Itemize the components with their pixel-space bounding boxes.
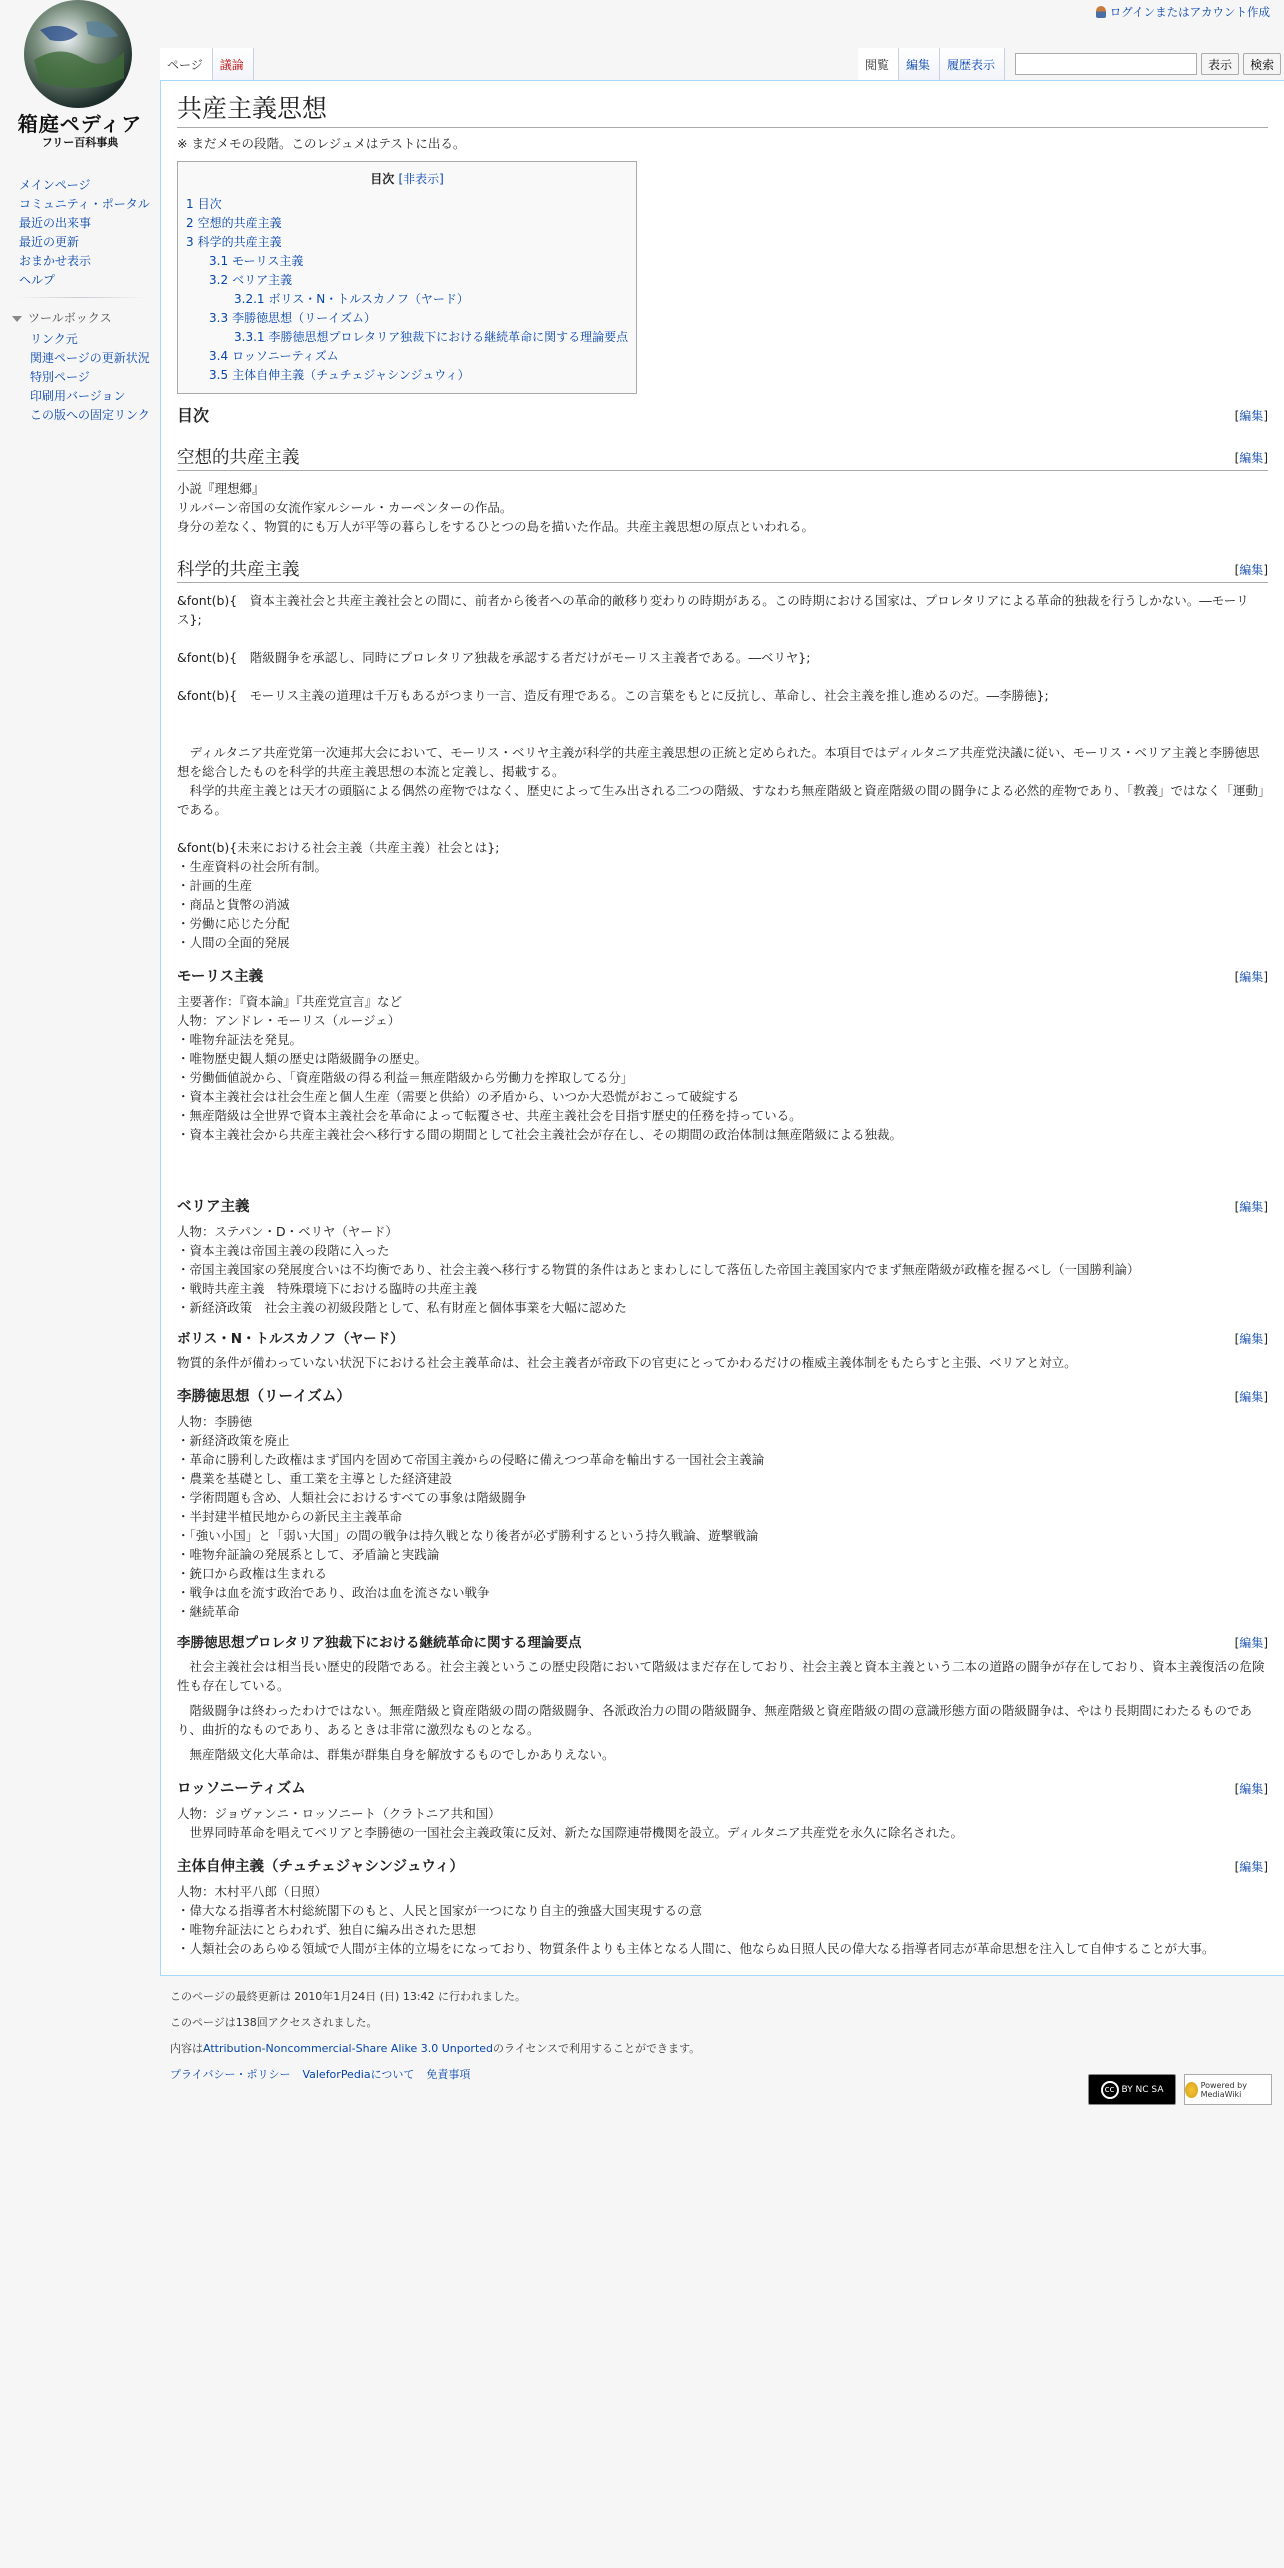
toc-number: 3.3 — [209, 311, 229, 325]
list-item: ・唯物弁証法を発見。 — [177, 1032, 303, 1047]
paragraph: 無産階級文化大革命は、群集が群集自身を解放するものでしかありえない。 — [177, 1747, 615, 1762]
text-line: 小説『理想郷』 — [177, 481, 265, 496]
toc-item[interactable] — [186, 309, 628, 328]
globe-logo-image — [20, 0, 140, 112]
list-item: ・偉大なる指導者木村総統閣下のもと、人民と国家が一つになり自主的強盛大国実現するの意 — [177, 1903, 703, 1918]
toc-item[interactable] — [186, 214, 628, 233]
toc-item[interactable] — [186, 195, 628, 214]
list-item: ・無産階級は全世界で資本主義社会を革命によって転覆させ、共産主義社会を目指す歴史的任務を持っている。 — [177, 1108, 802, 1123]
list-item: 人物：木村平八郎（日照） — [177, 1884, 328, 1899]
toc-link[interactable]: 主体自伸主義（チュチェジャシンジュウィ） — [232, 368, 470, 382]
toc-number: 3.4 — [209, 349, 229, 363]
list-item: ・「強い小国」と「弱い大国」の間の戦争は持久戦となり後者が必ず勝利するという持久戦論、遊撃戦論 — [177, 1528, 759, 1543]
list-item: ・計画的生産 — [177, 878, 253, 893]
search-input[interactable] — [1015, 53, 1197, 75]
edit-section-link[interactable]: [編集] — [1234, 1332, 1268, 1346]
edit-link[interactable]: 編集 — [1239, 1782, 1264, 1796]
toc-link[interactable]: 空想的共産主義 — [197, 216, 282, 230]
search-button[interactable]: 検索 — [1243, 53, 1281, 75]
tab-page[interactable]: ページ — [160, 48, 213, 80]
list-item: ・労働に応じた分配 — [177, 916, 290, 931]
license-link[interactable]: Attribution-Noncommercial-Share Alike 3.0 Unported — [203, 2042, 494, 2055]
mediawiki-badge-text: Powered by MediaWiki — [1200, 2080, 1247, 2099]
section-juche — [177, 1856, 1268, 1878]
section-boris — [177, 1329, 1268, 1349]
quote-text: &font(b){ 資本主義社会と共産主義社会との間に、前者から後者への革命的敵移り変わりの時期がある。この時期における国家は、プロレタリアによる革命的独裁を行うしかない。―モーリス}; — [177, 593, 1249, 627]
license-prefix: 内容は — [170, 2042, 203, 2055]
edit-section-link[interactable]: [編集] — [1234, 1636, 1268, 1650]
cc-icon: cc — [1101, 2081, 1119, 2099]
section-title: ベリア主義 — [177, 1199, 250, 1215]
table-of-contents — [177, 161, 637, 394]
lee-lines — [177, 1412, 1268, 1621]
future-heading: &font(b){未来における社会主義（共産主義）社会とは}; — [177, 840, 500, 855]
edit-section-link[interactable]: [編集] — [1234, 451, 1268, 465]
search-form — [1015, 53, 1281, 75]
text-line: 人物：ジョヴァンニ・ロッソニート（クラトニア共和国） — [177, 1806, 501, 1821]
edit-link[interactable]: 編集 — [1239, 1200, 1264, 1214]
tab-read[interactable]: 閲覧 — [858, 48, 899, 80]
quote-text: &font(b){ モーリス主義の道理は千万もあるがつまり一言、造反有理である。この言葉をもとに反抗し、革命し、社会主義を推し進めるのだ。―李勝徳}; — [177, 688, 1049, 703]
section-morris — [177, 966, 1268, 988]
toc-number: 3.1 — [209, 254, 229, 268]
navigation-list — [0, 176, 158, 290]
list-item: ・戦時共産主義 特殊環境下における臨時の共産主義 — [177, 1281, 478, 1296]
text-line: 世界同時革命を唱えてベリアと李勝徳の一国社会主義政策に反対、新たな国際連帯機関を設立。ディルタニア共産党を永久に除名された。 — [177, 1825, 964, 1840]
edit-section-link[interactable]: [編集] — [1234, 970, 1268, 984]
edit-link[interactable]: 編集 — [1239, 1860, 1264, 1874]
toc-link[interactable]: 李勝徳思想プロレタリア独裁下における継続革命に関する理論要点 — [268, 330, 629, 344]
toc-number: 3 — [186, 235, 194, 249]
toc-link[interactable]: ボリス・N・トルスカノフ（ヤード） — [268, 292, 469, 306]
toc-item[interactable] — [186, 290, 628, 309]
toc-item[interactable] — [186, 233, 628, 252]
section-kagaku — [177, 558, 1268, 583]
logo-subtitle: フリー百科事典 — [41, 136, 119, 149]
section-mokuji — [177, 404, 1268, 428]
section-title: 科学的共産主義 — [177, 560, 300, 580]
intro-text: ※ まだメモの段階。このレジュメはテストに出る。 — [177, 136, 466, 151]
list-item: ・新経済政策を廃止 — [177, 1433, 290, 1448]
list-item: ・戦争は血を流す政治であり、政治は血を流さない戦争 — [177, 1585, 490, 1600]
last-modified: このページの最終更新は 2010年1月24日 (日) 13:42 に行われました。 — [170, 1990, 527, 2003]
list-item: ・商品と貨幣の消滅 — [177, 897, 290, 912]
edit-section-link[interactable]: [編集] — [1234, 1200, 1268, 1214]
beria-lines — [177, 1222, 1268, 1317]
footer-icons — [1088, 2074, 1272, 2105]
toc-item[interactable] — [186, 252, 628, 271]
tab-discussion[interactable]: 議論 — [213, 48, 254, 80]
toolbox-toggle[interactable] — [12, 311, 158, 326]
toc-link[interactable]: ベリア主義 — [232, 273, 293, 287]
list-item: ・帝国主義国家の発展度合いは不均衡であり、社会主義へ移行する物質的条件はあとまわしにして落伍した帝国主義国家内でまず無産階級が政権を握るべし（一国勝利論） — [177, 1262, 1140, 1277]
toc-list — [186, 195, 628, 385]
toolbox-item-printable-version[interactable]: 印刷用バージョン — [30, 389, 126, 403]
list-item: 人物：李勝徳 — [177, 1414, 253, 1429]
toc-number: 2 — [186, 216, 194, 230]
disclaimer-link[interactable]: 免責事項 — [426, 2068, 471, 2081]
paragraph: ディルタニア共産党第一次連邦大会において、モーリス・ベリヤ主義が科学的共産主義思想の正統と定められた。本項目ではディルタニア共産党決議に従い、モーリス・ベリア主義と李勝徳思想を総合したものを科学的共産主義思想の本流と定義し、掲載する。 — [177, 745, 1260, 779]
juche-lines — [177, 1882, 1268, 1958]
about-link[interactable]: ValeforPediaについて — [302, 2068, 415, 2081]
sidebar-divider — [16, 297, 146, 298]
edit-link[interactable]: 編集 — [1239, 970, 1264, 984]
list-item: ・人類社会のあらゆる領域で人間が主体的立場をになっており、物質条件よりも主体となる人間に、他ならぬ日照人民の偉大なる指導者同志が革命思想を注入して自伸することが大事。 — [177, 1941, 1215, 1956]
toc-number: 3.5 — [209, 368, 229, 382]
toc-link[interactable]: 科学的共産主義 — [197, 235, 282, 249]
list-item: ・資本主義社会は社会生産と個人生産（需要と供給）の矛盾から、いつか大恐慌がおこって破綻する — [177, 1089, 740, 1104]
list-item: ・資本主義社会から共産主義社会へ移行する間の期間として社会主義社会が存在し、その期間の政治体制は無産階級による独裁。 — [177, 1127, 903, 1142]
sidebar — [0, 176, 158, 425]
personal-tools — [1096, 4, 1270, 20]
license-text — [170, 2042, 1270, 2056]
sidebar-item-main-page[interactable]: メインページ — [19, 178, 91, 192]
list-item: 人物：アンドレ・モーリス（ルージェ） — [177, 1013, 401, 1028]
text-line: 身分の差なく、物質的にも万人が平等の暮らしをするひとつの島を描いた作品。共産主義思想の原点といわれる。 — [177, 519, 815, 534]
list-item: ・唯物弁証法にとらわれず、独自に編み出された思想 — [177, 1922, 477, 1937]
section-title: 李勝徳思想（リーイズム） — [177, 1389, 351, 1405]
list-item: ・労働価値説から、「資産階級の得る利益＝無産階級から労働力を搾取してる分」 — [177, 1070, 634, 1085]
text-line: リルバーン帝国の女流作家ルシール・カーペンターの作品。 — [177, 500, 513, 515]
privacy-link[interactable]: プライバシー・ポリシー — [170, 2068, 291, 2081]
sidebar-item-current-events[interactable]: 最近の出来事 — [19, 216, 92, 230]
toc-number: 3.2 — [209, 273, 229, 287]
morris-lines — [177, 992, 1268, 1144]
paragraph: 社会主義社会は相当長い歴史的段階である。社会主義というこの歴史段階において階級はまだ存在しており、社会主義と資本主義という二本の道路の闘争が存在しており、資本主義復活の危険性も存在している。 — [177, 1659, 1265, 1693]
section-title: 主体自伸主義（チュチェジャシンジュウィ） — [177, 1859, 464, 1875]
list-item: ・学術問題も含め、人類社会におけるすべての事象は階級闘争 — [177, 1490, 527, 1505]
toc-item[interactable] — [186, 328, 628, 347]
edit-link[interactable]: 編集 — [1239, 1332, 1264, 1346]
namespace-tabs — [160, 48, 254, 80]
section-title: ロッソニーティズム — [177, 1781, 306, 1797]
toolbox-item-what-links-here[interactable]: リンク元 — [30, 332, 78, 346]
toc-title: 目次 — [370, 172, 395, 186]
sidebar-item-recent-changes[interactable]: 最近の更新 — [19, 235, 80, 249]
page-title: 共産主義思想 — [177, 93, 1268, 128]
edit-link[interactable]: 編集 — [1239, 1636, 1264, 1650]
section-rosso — [177, 1778, 1268, 1800]
edit-link[interactable]: 編集 — [1239, 563, 1264, 577]
toc-number: 1 — [186, 197, 194, 211]
edit-section-link[interactable]: [編集] — [1234, 409, 1268, 423]
list-item: ・半封建半植民地からの新民主主義革命 — [177, 1509, 403, 1524]
quote-text: &font(b){ 階級闘争を承認し、同時にプロレタリア独裁を承認する者だけがモーリス主義者である。―ベリヤ}; — [177, 650, 811, 665]
section-title: モーリス主義 — [177, 969, 264, 985]
list-item: ・生産資料の社会所有制。 — [177, 859, 328, 874]
section-kuso — [177, 446, 1268, 471]
section-beria — [177, 1196, 1268, 1218]
collapse-triangle-icon — [12, 316, 22, 322]
list-item: 主要著作：『資本論』『共産党宣言』など — [177, 994, 403, 1009]
toolbox-item-special-pages[interactable]: 特別ページ — [30, 370, 90, 384]
mediawiki-sunflower-icon — [1185, 2082, 1198, 2098]
sidebar-item-community-portal[interactable]: コミュニティ・ポータル — [19, 197, 150, 211]
list-item: ・唯物弁証論の発展系として、矛盾論と実践論 — [177, 1547, 440, 1562]
toc-item[interactable] — [186, 347, 628, 366]
toolbox-list — [0, 330, 158, 425]
toc-header — [186, 170, 628, 187]
cc-badge-text: BY NC SA — [1121, 2084, 1164, 2095]
sidebar-item-help[interactable]: ヘルプ — [19, 273, 56, 287]
content-area — [160, 80, 1284, 1976]
edit-section-link[interactable]: [編集] — [1234, 1860, 1268, 1874]
tab-edit[interactable]: 編集 — [899, 48, 940, 80]
view-count: このページは138回アクセスされました。 — [170, 2016, 378, 2029]
cc-license-badge[interactable] — [1088, 2074, 1176, 2105]
login-link[interactable]: ログインまたはアカウント作成 — [1109, 5, 1270, 19]
list-item: ・新経済政策 社会主義の初級段階として、私有財産と個体事業を大幅に認めた — [177, 1300, 627, 1315]
edit-section-link[interactable]: [編集] — [1234, 1782, 1268, 1796]
list-item: ・唯物歴史観人類の歴史は階級闘争の歴史。 — [177, 1051, 428, 1066]
toc-link[interactable]: モーリス主義 — [232, 254, 304, 268]
list-item: ・継続革命 — [177, 1604, 240, 1619]
list-item: ・農業を基礎とし、重工業を主導とした経済建設 — [177, 1471, 453, 1486]
toc-number: 3.3.1 — [234, 330, 265, 344]
list-item: ・資本主義は帝国主義の段階に入った — [177, 1243, 390, 1258]
section-title: 目次 — [177, 406, 210, 425]
edit-link[interactable]: 編集 — [1239, 1390, 1264, 1404]
toolbox-item-permanent-link[interactable]: この版への固定リンク — [30, 408, 150, 422]
section-title: 李勝徳思想プロレタリア独裁下における継続革命に関する理論要点 — [177, 1635, 582, 1651]
toc-link[interactable]: 李勝徳思想（リーイズム） — [232, 311, 376, 325]
list-item: ・革命に勝利した政権はまず国内を固めて帝国主義からの侵略に備えつつ革命を輸出する一国社会主義論 — [177, 1452, 765, 1467]
user-icon — [1096, 6, 1106, 18]
toolbox-title: ツールボックス — [28, 311, 112, 325]
site-logo[interactable] — [16, 0, 144, 150]
paragraph: 階級闘争は終わったわけではない。無産階級と資産階級の間の階級闘争、各派政治力の間の階級闘争、無産階級と資産階級の間の意識形態方面の階級闘争は、やはり長期間にわたるものであり、曲折的なものであり、あるときは非常に激烈なものとなる。 — [177, 1703, 1252, 1737]
license-suffix: のライセンスで利用することができます。 — [493, 2042, 701, 2055]
text-line: 物質的条件が備わっていない状況下における社会主義革命は、社会主義者が帝政下の官吏にとってかわるだけの権威主義体制をもたらすと主張、ベリアと対立。 — [177, 1355, 1077, 1370]
edit-link[interactable]: 編集 — [1239, 451, 1264, 465]
toc-item[interactable] — [186, 271, 628, 290]
mediawiki-badge[interactable] — [1184, 2074, 1272, 2105]
toc-number: 3.2.1 — [234, 292, 265, 306]
go-button[interactable]: 表示 — [1201, 53, 1239, 75]
toc-item[interactable] — [186, 366, 628, 385]
section-title: ボリス・N・トルスカノフ（ヤード） — [177, 1331, 404, 1347]
toc-link[interactable]: ロッソニーティズム — [232, 349, 339, 363]
section-title: 空想的共産主義 — [177, 448, 300, 468]
section-lee-theory — [177, 1633, 1268, 1653]
paragraph: 科学的共産主義とは天才の頭脳による偶然の産物ではなく、歴史によって生み出される二つの階級、すなわち無産階級と資産階級の間の闘争による必然的産物であり、「教義」ではなく「運動」である。 — [177, 783, 1265, 817]
sidebar-item-random-page[interactable]: おまかせ表示 — [19, 254, 92, 268]
list-item: ・人間の全面的発展 — [177, 935, 290, 950]
edit-link[interactable]: 編集 — [1239, 409, 1264, 423]
list-item: ・銃口から政権は生まれる — [177, 1566, 328, 1581]
view-tabs — [858, 48, 1281, 80]
edit-section-link[interactable]: [編集] — [1234, 563, 1268, 577]
edit-section-link[interactable]: [編集] — [1234, 1390, 1268, 1404]
logo-title: 箱庭ペディア — [17, 112, 143, 136]
toolbox-item-related-changes[interactable]: 関連ページの更新状況 — [30, 351, 150, 365]
section-lee — [177, 1386, 1268, 1408]
toc-link[interactable]: 目次 — [197, 197, 222, 211]
toc-toggle[interactable]: [非表示] — [398, 172, 444, 186]
tab-history[interactable]: 履歴表示 — [940, 48, 1005, 80]
list-item: 人物：ステパン・D・ベリヤ（ヤード） — [177, 1224, 398, 1239]
